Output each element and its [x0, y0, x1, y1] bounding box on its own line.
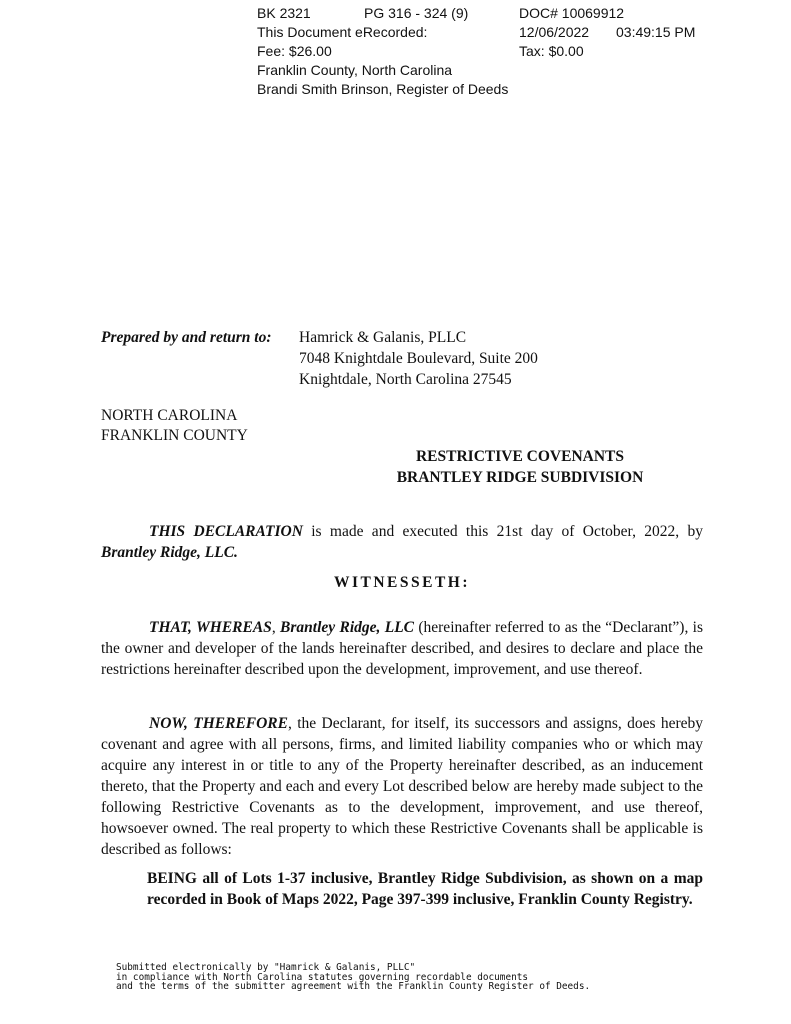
fee: Fee: $26.00 [257, 43, 332, 59]
whereas-sep: , [271, 619, 281, 636]
whereas-party: Brantley Ridge, LLC [280, 619, 415, 636]
whereas-lead: THAT, WHEREAS [149, 619, 272, 636]
recorded-date: 12/06/2022 [519, 24, 590, 40]
stamp-row-3 [257, 42, 584, 61]
erecorded-label: This Document eRecorded: [257, 24, 428, 40]
return-address [299, 327, 538, 390]
doc-number: DOC# 10069912 [519, 5, 625, 21]
page-range: PG 316 - 324 (9) [364, 5, 469, 21]
now-therefore-text: , the Declarant, for itself, its successors and assigns, does hereby covenant and agree with all persons, firms, and limited liability companies who or which may acquire any interest in or title to any of the Property hereinafter described, as an inducement thereto, that the Property and each and every Lot described below are hereby made subject to the following Restrictive Covenants as to the development, improvement, and use thereof, howsoever owned. The real property to which these Restrictive Covenants shall be applicable is described as follows: [101, 715, 703, 858]
declarant-party: Brantley Ridge, LLC. [101, 544, 238, 561]
declaration-paragraph [101, 521, 703, 563]
recording-stamp [257, 4, 696, 99]
county-name: FRANKLIN COUNTY [101, 427, 248, 444]
now-therefore-lead: NOW, THEREFORE [149, 715, 288, 732]
city-state-zip: Knightdale, North Carolina 27545 [299, 371, 512, 388]
property-description: BEING all of Lots 1-37 inclusive, Brantley Ridge Subdivision, as shown on a map recorded in Book of Maps 2022, Page 397-399 inclusive, Franklin County Registry. [147, 870, 703, 908]
document-title [370, 446, 670, 488]
book-number: BK 2321 [257, 5, 311, 21]
state-name: NORTH CAROLINA [101, 407, 238, 424]
title-line-2: BRANTLEY RIDGE SUBDIVISION [396, 469, 644, 486]
footer-line-2: in compliance with North Carolina statutes governing recordable documents [116, 971, 529, 983]
prepared-by-label: Prepared by and return to: [101, 329, 272, 346]
recorded-time: 03:49:15 PM [616, 24, 696, 40]
footer-line-1: Submitted electronically by "Hamrick & Galanis, PLLC" [116, 962, 416, 973]
tax: Tax: $0.00 [519, 43, 584, 59]
firm-name: Hamrick & Galanis, PLLC [299, 329, 467, 346]
county-state: Franklin County, North Carolina [257, 62, 453, 78]
submission-footer [116, 963, 590, 992]
street-address: 7048 Knightdale Boulevard, Suite 200 [299, 350, 538, 367]
stamp-row-1 [257, 4, 625, 23]
whereas-text: (hereinafter referred to as the “Declarant”), is the owner and developer of the lands hereinafter described, and desires to declare and place the restrictions hereinafter described upon the development, improvement, and use thereof. [101, 619, 704, 678]
witnesseth-heading: WITNESSETH: [333, 574, 471, 591]
jurisdiction [101, 406, 248, 446]
register-of-deeds: Brandi Smith Brinson, Register of Deeds [257, 81, 509, 97]
whereas-paragraph [101, 617, 703, 680]
stamp-row-2 [257, 23, 696, 42]
now-therefore-paragraph [101, 713, 703, 860]
declaration-text: is made and executed this 21st day of October, 2022, by [302, 523, 704, 540]
footer-line-3: and the terms of the submitter agreement with the Franklin County Register of Deeds. [116, 981, 591, 992]
declaration-lead: THIS DECLARATION [149, 523, 303, 540]
title-line-1: RESTRICTIVE COVENANTS [415, 448, 624, 465]
